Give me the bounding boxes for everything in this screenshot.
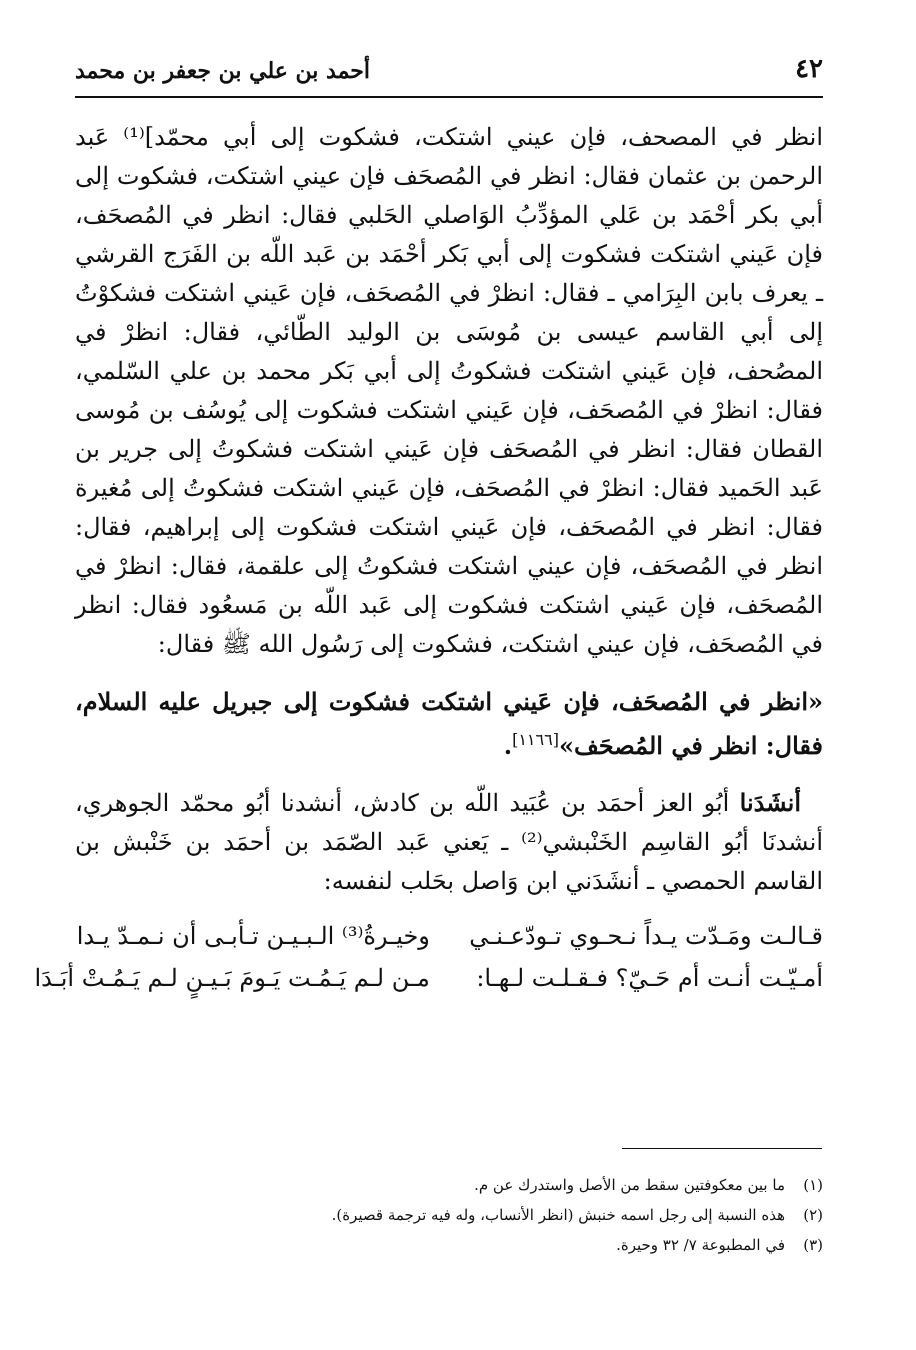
page-header (75, 50, 823, 96)
footnote-rule (622, 1148, 822, 1149)
verse-hemistich-second: مـن لـم يَـمُـت يَـومَ بَـيـنٍ لـم يَـمُـتْ أبَـدَا (34, 964, 430, 992)
footnote (75, 1200, 823, 1230)
verse-hemistich-first: قـالـت ومَـدّت يـداً نـحـوي تـودّعـنـي (469, 922, 823, 950)
footnote-number: (٢) (803, 1206, 823, 1224)
hadith-text: «انظر في المُصحَف، فإن عَيني اشتكت فشكوت إلى جبريل عليه السلام، فقال: انظر في المُصحَف» (75, 687, 823, 760)
main-text: انظر في المصحف، فإن عيني اشتكت، فشكوت إلى أبي محمّد]⁽¹⁾ عَبد الرحمن بن عثمان فقال: انظر في المُصحَف فإن عيني اشتكت، فشكوت إلى أبي بكر أحْمَد بن عَلي المؤدِّبُ الوَاصلي الحَلبي فقال: انظر في المُصحَف، فإن عَيني اشتكت فشكوت إلى أبي بَكر أحْمَد بن عَبد اللّه بن الفَرَج القرشي ـ يعرف بابن البِرَامي ـ فقال: انظرْ في المُصحَف، فإن عَيني اشتكت فشكوْتُ إلى أبي القاسم عيسى بن مُوسَى بن الوليد الطّائي، فقال: انظرْ في المصُحف، فإن عَيني اشتكت فشكوتُ إلى أبي بَكر محمد بن علي السّلمي، فقال: انظرْ في المُصحَف، فإن عَيني اشتكت فشكوت إلى يُوسُف بن مُوسى القطان فقال: انظر في المُصحَف فإن عَيني اشتكت فشكوتُ إلى جرير بن عَبد الحَميد فقال: انظرْ في المُصحَف، فإن عَيني اشتكت فشكوتُ إلى مُغيرة فقال: انظر في المُصحَف، فإن عَيني اشتكت فشكوت إلى إبراهيم، فقال: انظر في المُصحَف، فإن عيني اشتكت فشكوتُ إلى علقمة، فقال: انظرْ في المُصحَف، فإن عَيني اشتكت فشكوت إلى عَبد اللّه بن مَسعُود فقال: انظر في المُصحَف، فإن عيني اشتكت، فشكوت إلى رَسُول الله ﷺ فقال: (75, 123, 824, 658)
poem (34, 915, 823, 999)
verse-hemistich-first: أمـيّـت أنـت أم حَـيّ؟ فـقـلـت لـهـا: (476, 964, 823, 992)
footnote-number: (١) (803, 1176, 823, 1194)
footnote (75, 1230, 823, 1260)
recitation-text: أبُو العز أحمَد بن عُبَيد اللّه بن كادش، أنشدنا أبُو محمّد الجوهري، أنشدنَا أبُو القاسِم الخَنْبشي⁽²⁾ ـ يَعني عَبد الصّمَد بن أحمَد بن خَنْبش بن القاسم الحمصي ـ أنشَدَني ابن وَاصل بحَلب لنفسه: (75, 789, 823, 895)
footnote-number: (٣) (803, 1236, 823, 1254)
running-title: أحمد بن علي بن جعفر بن محمد (75, 58, 371, 84)
header-rule (75, 96, 823, 98)
footnote-text: في المطبوعة ٧/ ٣٢ وحيرة. (616, 1236, 785, 1254)
recitation-lead: أنشَدَنا (739, 788, 801, 817)
verse-line (76, 915, 823, 957)
verse-hemistich-second: وخيـرةُ⁽³⁾ الـبـيـن تـأبـى أن نـمـدّ يـدا (76, 922, 430, 950)
footnote-text: هذه النسبة إلى رجل اسمه خنبش (انظر الأنساب، وله فيه ترجمة قصيرة). (331, 1206, 785, 1224)
hadith-ref: [١١٦٦] (512, 730, 559, 749)
footnotes (75, 1170, 823, 1260)
footnote (75, 1170, 823, 1200)
footnote-text: ما بين معكوفتين سقط من الأصل واستدرك عن م. (474, 1176, 785, 1194)
hadith-quote: «انظر في المُصحَف، فإن عَيني اشتكت فشكوت إلى جبريل عليه السلام، فقال: انظر في المُصحَف»[١١٦٦]. (75, 687, 823, 760)
recitation-paragraph (75, 783, 823, 901)
page-number: ٤٢ (795, 54, 823, 84)
verse-line (34, 957, 823, 999)
